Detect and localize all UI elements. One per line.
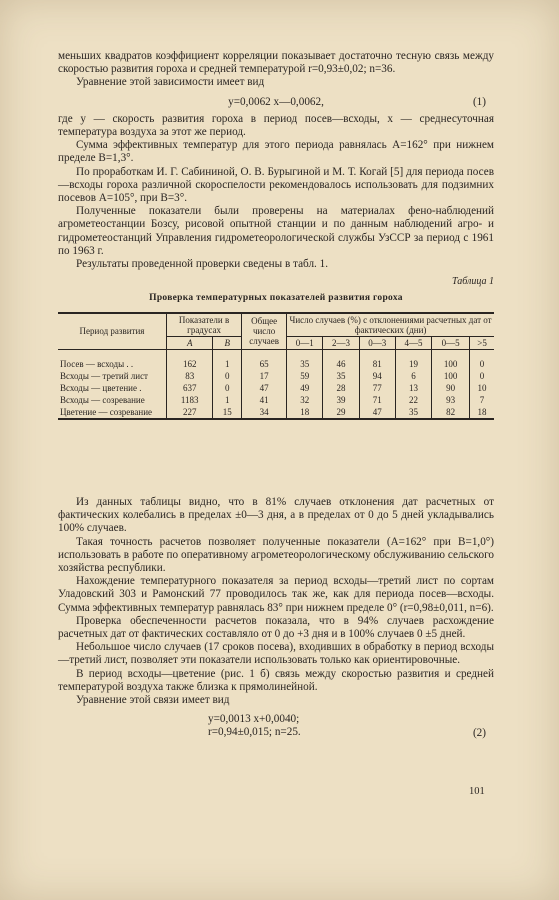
table-row — [58, 370, 494, 382]
cell-dev: 29 — [323, 406, 359, 419]
header-dev-col: 4—5 — [395, 336, 431, 349]
formula-2 — [58, 713, 494, 739]
formula-number: (1) — [472, 95, 486, 108]
cell-dev: 59 — [287, 370, 323, 382]
top-text — [58, 50, 494, 420]
cell-a: 162 — [167, 358, 213, 370]
cell-dev: 39 — [323, 394, 359, 406]
row-period: Посев — всходы . . — [60, 358, 134, 369]
paragraph: По проработкам И. Г. Сабининой, О. В. Бурыгиной и М. Т. Когай [5] для периода посев—всходы гороха различной скороспелости рекомендовалось использовать для подзимних посевов A=105°, при B=3°. — [58, 165, 494, 205]
cell-dev: 77 — [359, 382, 395, 394]
cell-dev: 35 — [287, 358, 323, 370]
cell-dev: 100 — [432, 370, 470, 382]
paragraph: Из данных таблицы видно, что в 81% случаев отклонения дат расчетных от фактических колебались в пределах ±0—3 дня, а в пределах от 0 до 5 дней укладывались 100% случаев. — [58, 496, 494, 535]
cell-a: 83 — [167, 370, 213, 382]
paragraph: Проверка обеспеченности расчетов показала, что в 94% случаев расхождение расчетных дат от фактических составляло от 0 до +3 дня и в 100% случаев 0 ±5 дней. — [58, 614, 494, 641]
table-label: Таблица 1 — [452, 276, 494, 288]
cell-dev: 100 — [432, 358, 470, 370]
table-row — [58, 394, 494, 406]
cell-b: 15 — [213, 406, 242, 419]
cell-b: 1 — [213, 394, 242, 406]
data-table — [58, 312, 494, 420]
paragraph: Уравнение этой связи имеет вид — [76, 694, 230, 707]
table-row — [58, 406, 494, 419]
cell-a: 1183 — [167, 394, 213, 406]
header-b: B — [213, 336, 242, 349]
header-dev-col: 0—1 — [287, 336, 323, 349]
cell-b: 0 — [213, 370, 242, 382]
cell-dev: 35 — [395, 406, 431, 419]
header-dev-col: 0—3 — [359, 336, 395, 349]
cell-dev: 28 — [323, 382, 359, 394]
row-period: Всходы — цветение . — [60, 382, 142, 393]
header-total: Общее число случаев — [242, 313, 287, 350]
cell-dev: 32 — [287, 394, 323, 406]
cell-dev: 18 — [287, 406, 323, 419]
cell-dev: 13 — [395, 382, 431, 394]
cell-b: 1 — [213, 358, 242, 370]
cell-dev: 0 — [470, 370, 494, 382]
paragraph: где y — скорость развития гороха в период посев—всходы, x — среднесуточная температура воздуха за этот же период. — [58, 112, 494, 139]
cell-total: 17 — [242, 370, 287, 382]
cell-dev: 35 — [323, 370, 359, 382]
cell-total: 41 — [242, 394, 287, 406]
paragraph: Уравнение этой зависимости имеет вид — [76, 76, 265, 89]
table-title: Проверка температурных показателей развития гороха — [149, 293, 403, 304]
header-dev-col: >5 — [470, 336, 494, 349]
cell-b: 0 — [213, 382, 242, 394]
row-period: Цветение — созревание — [60, 406, 153, 417]
cell-a: 637 — [167, 382, 213, 394]
paragraph: Небольшое число случаев (17 сроков посева), входивших в обработку в период всходы—третий лист, позволяет эти показатели использовать только как ориентировочные. — [58, 641, 494, 667]
page-number: 101 — [469, 786, 485, 797]
paragraph: Результаты проведенной проверки сведены в табл. 1. — [76, 258, 329, 271]
paragraph: Такая точность расчетов позволяет полученные показатели (A=162° при B=1,0°) использовать в работе по оперативному агрометеорологическому обслуживанию сельского хозяйства республики. — [58, 535, 494, 575]
cell-dev: 71 — [359, 394, 395, 406]
formula-number: (2) — [472, 727, 486, 740]
formula-line: r=0,94±0,015; n=25. — [208, 726, 301, 739]
cell-dev: 7 — [470, 394, 494, 406]
formula-line: y=0,0013 x+0,0040; — [208, 713, 300, 726]
paragraph: меньших квадратов коэффициент корреляции показывает достаточно тесную связь между скоростью развития гороха и средней температурой r=0,93±0,02; n=36. — [58, 50, 494, 76]
cell-dev: 93 — [432, 394, 470, 406]
header-deviation: Число случаев (%) с отклонениями расчетных дат от фактических (дни) — [287, 313, 494, 337]
row-period: Всходы — третий лист — [60, 370, 148, 381]
cell-dev: 81 — [359, 358, 395, 370]
cell-dev: 0 — [470, 358, 494, 370]
cell-dev: 6 — [395, 370, 431, 382]
cell-total: 34 — [242, 406, 287, 419]
table-row — [58, 358, 494, 370]
bottom-text — [58, 496, 494, 740]
cell-dev: 18 — [470, 406, 494, 419]
formula-text: y=0,0062 x—0,0062, — [228, 95, 324, 108]
row-period: Всходы — созревание — [60, 394, 145, 405]
paragraph: Нахождение температурного показателя за период всходы—третий лист по сортам Уладовский 303 и Рамонский 77 проводилось так же, как для периода посев—всходы. Сумма эффективных температур равнялась 83° при нижнем пределе 0° (r=0,98±0,011, n=6). — [58, 575, 494, 614]
cell-dev: 46 — [323, 358, 359, 370]
cell-a: 227 — [167, 406, 213, 419]
cell-dev: 82 — [432, 406, 470, 419]
header-dev-col: 2—3 — [323, 336, 359, 349]
formula-1 — [58, 96, 494, 109]
cell-total: 65 — [242, 358, 287, 370]
paragraph: В период всходы—цветение (рис. 1 б) связь между скоростью развития и средней температурой воздуха также близка к прямолинейной. — [58, 667, 494, 693]
cell-dev: 22 — [395, 394, 431, 406]
header-a: A — [167, 336, 213, 349]
cell-dev: 94 — [359, 370, 395, 382]
cell-total: 47 — [242, 382, 287, 394]
table-row — [58, 382, 494, 394]
cell-dev: 19 — [395, 358, 431, 370]
cell-dev: 49 — [287, 382, 323, 394]
header-indicators: Показатели в градусах — [167, 313, 242, 337]
header-dev-col: 0—5 — [432, 336, 470, 349]
cell-dev: 10 — [470, 382, 494, 394]
cell-dev: 90 — [432, 382, 470, 394]
paragraph: Полученные показатели были проверены на материалах фено-наблюдений агрометеостанции Бозсу, рисовой опытной станции и по данным наблюдений агро- и гидрометеостанций Управления гидрометеорологической службы УзССР за период с 1961 по 1963 г. — [58, 205, 494, 257]
header-period: Период развития — [58, 313, 167, 350]
cell-dev: 47 — [359, 406, 395, 419]
paragraph: Сумма эффективных температур для этого периода равнялась A=162° при нижнем пределе B=1,3°. — [58, 139, 494, 165]
